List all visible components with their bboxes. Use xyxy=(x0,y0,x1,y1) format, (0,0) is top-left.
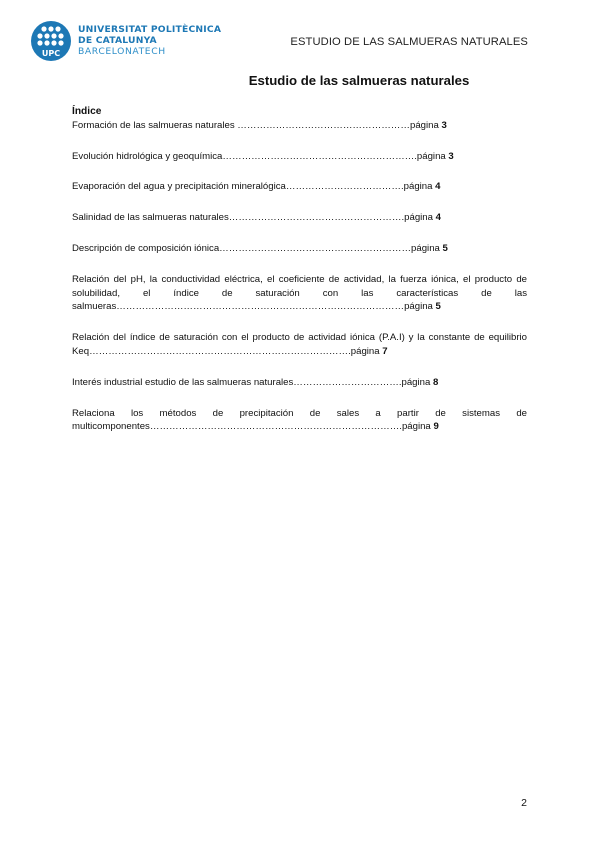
toc-entry xyxy=(72,407,527,435)
toc-entry xyxy=(72,242,527,256)
upc-logo-icon xyxy=(30,20,72,62)
toc-entry-text: Relaciona los métodos de precipitación de sales a partir de sistemas de multicomponentes…………………………………………………………………….página xyxy=(72,407,527,433)
logo-line-1: UNIVERSITAT POLITÈCNICA xyxy=(78,24,222,35)
toc-entry-page: 9 xyxy=(433,421,439,433)
toc-entry xyxy=(72,376,527,390)
toc-entry-page: 7 xyxy=(382,345,388,357)
upc-logo xyxy=(30,20,230,68)
toc-entry-page: 5 xyxy=(442,242,448,254)
page-number: 2 xyxy=(521,797,527,809)
toc-entry-text: Salinidad de las salmueras naturales……………………………………………….página xyxy=(72,212,436,224)
document-title: Estudio de las salmueras naturales xyxy=(248,73,470,88)
running-header-title: ESTUDIO DE LAS SALMUERAS NATURALES xyxy=(290,36,528,48)
toc-entry xyxy=(72,150,527,164)
toc-entry-page: 4 xyxy=(435,212,441,224)
toc-entry-text: Relación del pH, la conductividad eléctrica, el coeficiente de actividad, la fuerza iónica, el producto de solubilidad, el índice de saturación con las características de las salmueras………………………………………………………………………………página xyxy=(72,273,527,313)
toc-entry-page: 3 xyxy=(441,119,447,131)
toc-entry xyxy=(72,180,527,194)
logo-line-3: BARCELONATECH xyxy=(78,46,166,57)
logo-badge-text: UPC xyxy=(41,49,61,58)
toc-entry-page: 4 xyxy=(435,181,441,193)
toc-entry-text: Descripción de composición iónica……………………………………………………página xyxy=(72,242,443,254)
logo-line-2: DE CATALUNYA xyxy=(78,35,157,46)
toc-entry-text: Relación del índice de saturación con el producto de actividad iónica (P.A.I) y la constante de equilibrio Keq……………………………………………………………………….página xyxy=(72,332,527,357)
index-heading: Índice xyxy=(72,106,102,117)
toc-entry xyxy=(72,211,527,225)
toc-entry xyxy=(72,273,527,314)
toc-entry xyxy=(72,331,527,359)
table-of-contents xyxy=(72,105,527,434)
toc-entry-page: 8 xyxy=(432,376,439,388)
toc-entry-text: Formación de las salmueras naturales ………………………………………………página xyxy=(72,119,442,131)
toc-entry xyxy=(72,119,527,133)
toc-entry-text: Interés industrial estudio de las salmueras naturales…………………………….página xyxy=(72,376,433,388)
toc-entry-text: Evaporación del agua y precipitación mineralógica……………………………….página xyxy=(72,181,436,193)
toc-entry-page: 5 xyxy=(435,301,441,313)
toc-entry-text: Evolución hidrológica y geoquímica…………………………………………………….página xyxy=(72,150,449,162)
toc-entry-page: 3 xyxy=(448,150,454,162)
